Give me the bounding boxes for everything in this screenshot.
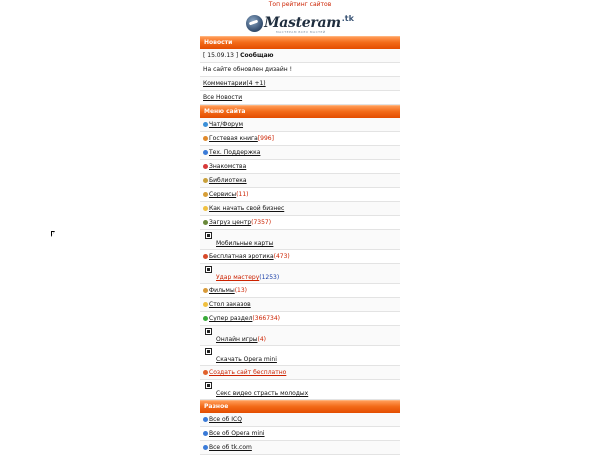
order-icon (203, 302, 208, 307)
menu-item-link[interactable]: Фильмы (209, 287, 235, 294)
menu-item-count: (1253) (259, 274, 280, 281)
ad-box-icon (205, 348, 212, 355)
menu-item-link[interactable]: Секс видео страсть молодых (216, 390, 309, 397)
ad-box-icon (205, 232, 212, 239)
menu-item-link[interactable]: Онлайн игры (216, 336, 258, 343)
misc-header: Разное (200, 400, 400, 413)
all-news-row (200, 91, 400, 105)
news-message: На сайте обновлен дизайн ! (203, 66, 292, 73)
pencil-icon (203, 136, 208, 141)
menu-item-link[interactable]: Скачать Opera mini (216, 356, 277, 363)
menu-item-link[interactable]: Стол заказов (209, 301, 251, 308)
menu-item-link[interactable]: Как начать свой бизнес (209, 205, 285, 212)
misc-item (200, 441, 400, 455)
menu-item (200, 284, 400, 298)
misc-item (200, 427, 400, 441)
misc-item (200, 413, 400, 427)
film-icon (203, 288, 208, 293)
info-icon (203, 431, 208, 436)
news-date-row (200, 49, 400, 63)
menu-item-link[interactable]: Бесплатная эротика (209, 253, 274, 260)
news-header: Новости (200, 36, 400, 49)
news-comments-row (200, 77, 400, 91)
tools-icon (203, 192, 208, 197)
forbidden-icon (203, 254, 208, 259)
menu-item (200, 132, 400, 146)
globe-icon (203, 370, 208, 375)
menu-item (200, 202, 400, 216)
news-comments-link[interactable]: Комментарии(4 +1) (203, 80, 266, 87)
menu-list (200, 118, 400, 400)
misc-item-link[interactable]: Все об Opera mini (209, 430, 265, 437)
menu-item-count: [996] (257, 135, 274, 142)
misc-item-link[interactable]: Все об ICQ (209, 416, 242, 423)
menu-item-link[interactable]: Супер раздел (209, 315, 253, 322)
menu-item-count: (7357) (251, 219, 272, 226)
menu-item (200, 174, 400, 188)
menu-item (200, 326, 400, 346)
info-icon (203, 445, 208, 450)
news-date: [ 15.09.13 ] (203, 52, 239, 59)
menu-item (200, 380, 400, 400)
page-column (200, 0, 400, 455)
menu-item (200, 250, 400, 264)
info-icon (203, 417, 208, 422)
menu-item (200, 188, 400, 202)
chat-icon (203, 122, 208, 127)
menu-item-link[interactable]: Мобильные карты (216, 240, 274, 247)
misc-item-link[interactable]: Все об tk.com (209, 444, 252, 451)
all-news-link[interactable]: Все Новости (203, 94, 243, 101)
ad-box-icon (205, 328, 212, 335)
menu-item-link[interactable]: Создать сайт бесплатно (209, 369, 287, 376)
menu-item-link[interactable]: Удар мастеру (216, 274, 260, 281)
globe-logo-icon (246, 15, 263, 32)
support-icon (203, 150, 208, 155)
news-message-row (200, 63, 400, 77)
menu-item (200, 298, 400, 312)
ad-box-icon (205, 382, 212, 389)
menu-item-count: (13) (234, 287, 248, 294)
top-rating-link[interactable]: Топ рейтинг сайтов (268, 1, 332, 8)
download-icon (203, 220, 208, 225)
idea-icon (203, 206, 208, 211)
misc-list (200, 413, 400, 455)
menu-header: Меню сайта (200, 105, 400, 118)
menu-item (200, 346, 400, 366)
menu-item (200, 216, 400, 230)
menu-item (200, 312, 400, 326)
top-rating-link-row (200, 0, 400, 10)
mouse-cursor-icon (51, 231, 55, 237)
ad-box-icon (205, 266, 212, 273)
menu-item-count: (11) (236, 191, 249, 198)
menu-item-link[interactable]: Сервисы (209, 191, 237, 198)
menu-item-link[interactable]: Загруз центр (209, 219, 252, 226)
heart-icon (203, 164, 208, 169)
menu-item-link[interactable]: Библиотека (209, 177, 247, 184)
menu-item-link[interactable]: Чат/Форум (209, 121, 244, 128)
logo-tld: .tk (341, 13, 354, 23)
menu-item (200, 230, 400, 250)
news-date-label: Сообщаю (240, 52, 274, 59)
menu-item-link[interactable]: Знакомства (209, 163, 247, 170)
menu-item-link[interactable]: Тех. Поддержка (209, 149, 261, 156)
menu-item-count: (473) (273, 253, 290, 260)
site-logo[interactable] (200, 10, 400, 36)
logo-tagline: МАСТЕРАМ ВСЕХ МАСТЕЙ (276, 30, 326, 34)
menu-item (200, 366, 400, 380)
plus-icon (203, 316, 208, 321)
menu-item (200, 160, 400, 174)
menu-item-link[interactable]: Гостевая книга (209, 135, 258, 142)
menu-item (200, 118, 400, 132)
menu-item-count: (366734) (252, 315, 281, 322)
menu-item-count: (4) (257, 336, 266, 343)
logo-text: Masteram (264, 15, 341, 31)
menu-item (200, 146, 400, 160)
menu-item (200, 264, 400, 284)
book-icon (203, 178, 208, 183)
